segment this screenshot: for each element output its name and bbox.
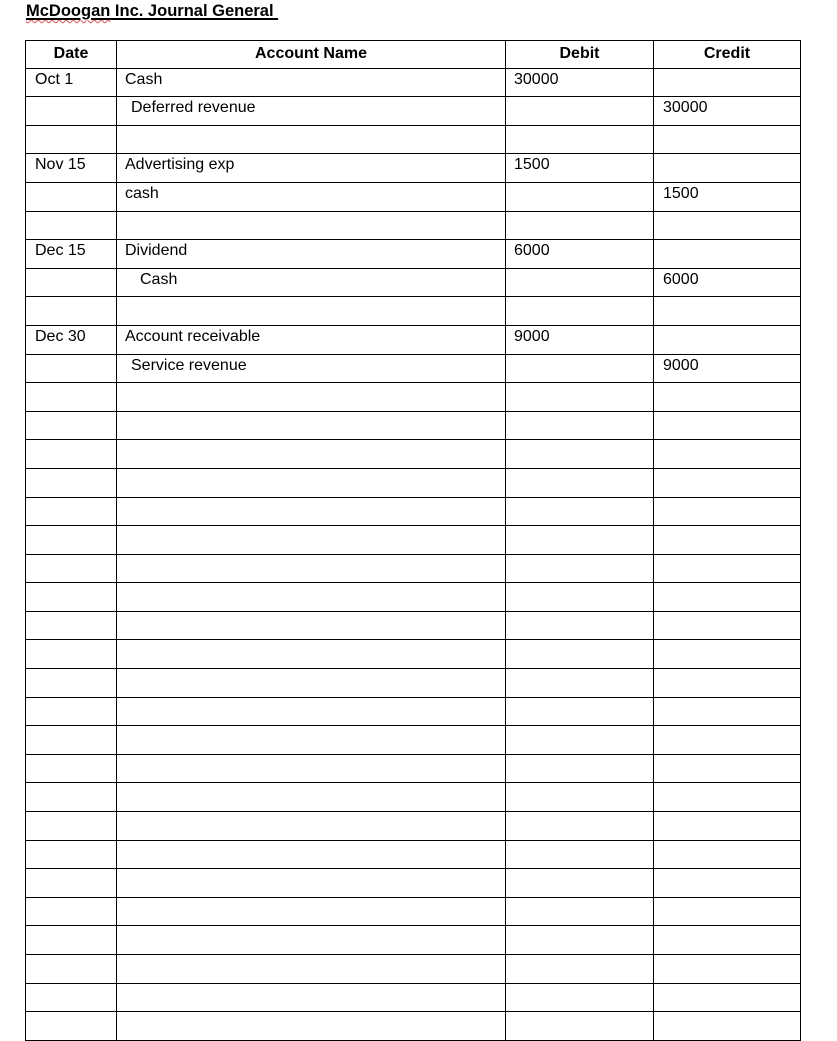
- header-debit: Debit: [506, 41, 654, 69]
- date-cell[interactable]: [26, 354, 117, 383]
- header-date: Date: [26, 41, 117, 69]
- blank-row: [26, 697, 801, 726]
- credit-cell[interactable]: [654, 497, 801, 526]
- debit-cell[interactable]: [506, 411, 654, 440]
- date-cell[interactable]: Oct 1: [26, 68, 117, 97]
- debit-cell[interactable]: [506, 211, 654, 240]
- account-cell[interactable]: [117, 1012, 506, 1041]
- credit-cell[interactable]: [654, 726, 801, 755]
- debit-cell[interactable]: [506, 440, 654, 469]
- account-cell[interactable]: Cash: [117, 68, 506, 97]
- table-row: [26, 268, 801, 297]
- title-rest: Inc. Journal General: [110, 2, 279, 20]
- credit-cell[interactable]: [654, 125, 801, 154]
- header-credit: Credit: [654, 41, 801, 69]
- title-company-name: McDoogan: [26, 2, 111, 20]
- debit-cell[interactable]: [506, 583, 654, 612]
- blank-row: [26, 554, 801, 583]
- blank-row: [26, 754, 801, 783]
- date-cell[interactable]: [26, 125, 117, 154]
- date-cell[interactable]: [26, 926, 117, 955]
- credit-cell[interactable]: [654, 154, 801, 183]
- date-cell[interactable]: [26, 669, 117, 698]
- blank-row: [26, 583, 801, 612]
- debit-cell[interactable]: [506, 497, 654, 526]
- date-cell[interactable]: [26, 697, 117, 726]
- account-cell[interactable]: Cash: [117, 268, 506, 297]
- credit-cell[interactable]: [654, 926, 801, 955]
- date-cell[interactable]: [26, 840, 117, 869]
- blank-row: [26, 497, 801, 526]
- table-row: [26, 325, 801, 354]
- account-cell[interactable]: [117, 468, 506, 497]
- header-account-name: Account Name: [117, 41, 506, 69]
- blank-row: [26, 640, 801, 669]
- account-cell[interactable]: [117, 926, 506, 955]
- account-cell[interactable]: [117, 583, 506, 612]
- date-cell[interactable]: [26, 211, 117, 240]
- account-cell[interactable]: [117, 440, 506, 469]
- credit-cell[interactable]: [654, 383, 801, 412]
- credit-cell[interactable]: [654, 554, 801, 583]
- account-cell[interactable]: [117, 840, 506, 869]
- credit-cell[interactable]: [654, 68, 801, 97]
- blank-row: [26, 955, 801, 984]
- date-cell[interactable]: [26, 869, 117, 898]
- credit-cell[interactable]: [654, 468, 801, 497]
- credit-cell[interactable]: [654, 411, 801, 440]
- blank-row: [26, 383, 801, 412]
- blank-row: [26, 1012, 801, 1041]
- journal-body: [26, 68, 801, 1040]
- credit-cell[interactable]: [654, 440, 801, 469]
- debit-cell[interactable]: [506, 840, 654, 869]
- account-cell[interactable]: [117, 497, 506, 526]
- debit-cell[interactable]: 6000: [506, 240, 654, 269]
- date-cell[interactable]: [26, 526, 117, 555]
- account-cell[interactable]: [117, 611, 506, 640]
- debit-cell[interactable]: [506, 697, 654, 726]
- debit-cell[interactable]: [506, 468, 654, 497]
- credit-cell[interactable]: [654, 754, 801, 783]
- date-cell[interactable]: [26, 497, 117, 526]
- debit-cell[interactable]: [506, 354, 654, 383]
- debit-cell[interactable]: [506, 897, 654, 926]
- credit-cell[interactable]: [654, 640, 801, 669]
- debit-cell[interactable]: [506, 268, 654, 297]
- debit-cell[interactable]: 30000: [506, 68, 654, 97]
- debit-cell[interactable]: [506, 783, 654, 812]
- credit-cell[interactable]: [654, 840, 801, 869]
- account-cell[interactable]: cash: [117, 182, 506, 211]
- date-cell[interactable]: [26, 640, 117, 669]
- table-row: [26, 182, 801, 211]
- account-cell[interactable]: Deferred revenue: [117, 97, 506, 126]
- account-cell[interactable]: [117, 697, 506, 726]
- blank-row: [26, 869, 801, 898]
- debit-cell[interactable]: [506, 526, 654, 555]
- blank-row: [26, 897, 801, 926]
- date-cell[interactable]: [26, 297, 117, 326]
- date-cell[interactable]: [26, 554, 117, 583]
- date-cell[interactable]: [26, 812, 117, 841]
- page-title: [26, 2, 278, 21]
- date-cell[interactable]: [26, 468, 117, 497]
- account-cell[interactable]: [117, 297, 506, 326]
- debit-cell[interactable]: [506, 726, 654, 755]
- account-cell[interactable]: [117, 783, 506, 812]
- date-cell[interactable]: Dec 30: [26, 325, 117, 354]
- date-cell[interactable]: [26, 783, 117, 812]
- account-cell[interactable]: Account receivable: [117, 325, 506, 354]
- date-cell[interactable]: [26, 726, 117, 755]
- account-cell[interactable]: [117, 897, 506, 926]
- date-cell[interactable]: [26, 897, 117, 926]
- table-row: [26, 240, 801, 269]
- account-cell[interactable]: Dividend: [117, 240, 506, 269]
- table-row: [26, 97, 801, 126]
- account-cell[interactable]: [117, 669, 506, 698]
- debit-cell[interactable]: [506, 297, 654, 326]
- journal-table: [25, 40, 801, 1041]
- debit-cell[interactable]: [506, 983, 654, 1012]
- date-cell[interactable]: [26, 97, 117, 126]
- credit-cell[interactable]: [654, 1012, 801, 1041]
- debit-cell[interactable]: [506, 955, 654, 984]
- credit-cell[interactable]: [654, 783, 801, 812]
- debit-cell[interactable]: [506, 611, 654, 640]
- blank-row: [26, 812, 801, 841]
- blank-row: [26, 468, 801, 497]
- date-cell[interactable]: [26, 983, 117, 1012]
- account-cell[interactable]: [117, 554, 506, 583]
- header-row: [26, 41, 801, 69]
- account-cell[interactable]: [117, 411, 506, 440]
- debit-cell[interactable]: [506, 97, 654, 126]
- credit-cell[interactable]: [654, 526, 801, 555]
- debit-cell[interactable]: [506, 869, 654, 898]
- blank-row: [26, 983, 801, 1012]
- date-cell[interactable]: [26, 754, 117, 783]
- blank-row: [26, 840, 801, 869]
- credit-cell[interactable]: [654, 297, 801, 326]
- account-cell[interactable]: [117, 211, 506, 240]
- debit-cell[interactable]: [506, 383, 654, 412]
- account-cell[interactable]: [117, 726, 506, 755]
- blank-row: [26, 440, 801, 469]
- debit-cell[interactable]: [506, 1012, 654, 1041]
- date-cell[interactable]: [26, 1012, 117, 1041]
- blank-row: [26, 783, 801, 812]
- credit-cell[interactable]: [654, 983, 801, 1012]
- account-cell[interactable]: [117, 812, 506, 841]
- credit-cell[interactable]: 9000: [654, 354, 801, 383]
- debit-cell[interactable]: [506, 669, 654, 698]
- date-cell[interactable]: [26, 268, 117, 297]
- table-row: [26, 354, 801, 383]
- account-cell[interactable]: [117, 983, 506, 1012]
- date-cell[interactable]: [26, 440, 117, 469]
- date-cell[interactable]: Nov 15: [26, 154, 117, 183]
- account-cell[interactable]: [117, 526, 506, 555]
- debit-cell[interactable]: [506, 812, 654, 841]
- debit-cell[interactable]: [506, 554, 654, 583]
- debit-cell[interactable]: [506, 125, 654, 154]
- account-cell[interactable]: [117, 125, 506, 154]
- credit-cell[interactable]: [654, 583, 801, 612]
- account-cell[interactable]: [117, 955, 506, 984]
- credit-cell[interactable]: [654, 697, 801, 726]
- blank-row: [26, 926, 801, 955]
- credit-cell[interactable]: [654, 869, 801, 898]
- account-cell[interactable]: [117, 869, 506, 898]
- blank-row: [26, 726, 801, 755]
- date-cell[interactable]: [26, 583, 117, 612]
- account-cell[interactable]: [117, 754, 506, 783]
- debit-cell[interactable]: 9000: [506, 325, 654, 354]
- credit-cell[interactable]: 30000: [654, 97, 801, 126]
- table-row: [26, 297, 801, 326]
- table-row: [26, 68, 801, 97]
- credit-cell[interactable]: [654, 897, 801, 926]
- date-cell[interactable]: [26, 411, 117, 440]
- credit-cell[interactable]: [654, 812, 801, 841]
- debit-cell[interactable]: 1500: [506, 154, 654, 183]
- debit-cell[interactable]: [506, 640, 654, 669]
- debit-cell[interactable]: [506, 926, 654, 955]
- table-row: [26, 154, 801, 183]
- account-cell[interactable]: [117, 640, 506, 669]
- credit-cell[interactable]: [654, 611, 801, 640]
- date-cell[interactable]: [26, 182, 117, 211]
- debit-cell[interactable]: [506, 182, 654, 211]
- credit-cell[interactable]: [654, 669, 801, 698]
- credit-cell[interactable]: [654, 240, 801, 269]
- blank-row: [26, 669, 801, 698]
- date-cell[interactable]: Dec 15: [26, 240, 117, 269]
- credit-cell[interactable]: [654, 211, 801, 240]
- credit-cell[interactable]: [654, 325, 801, 354]
- blank-row: [26, 526, 801, 555]
- table-row: [26, 125, 801, 154]
- account-cell[interactable]: Service revenue: [117, 354, 506, 383]
- table-row: [26, 211, 801, 240]
- account-cell[interactable]: Advertising exp: [117, 154, 506, 183]
- credit-cell[interactable]: 1500: [654, 182, 801, 211]
- blank-row: [26, 611, 801, 640]
- blank-row: [26, 411, 801, 440]
- debit-cell[interactable]: [506, 754, 654, 783]
- date-cell[interactable]: [26, 383, 117, 412]
- credit-cell[interactable]: [654, 955, 801, 984]
- account-cell[interactable]: [117, 383, 506, 412]
- date-cell[interactable]: [26, 611, 117, 640]
- date-cell[interactable]: [26, 955, 117, 984]
- credit-cell[interactable]: 6000: [654, 268, 801, 297]
